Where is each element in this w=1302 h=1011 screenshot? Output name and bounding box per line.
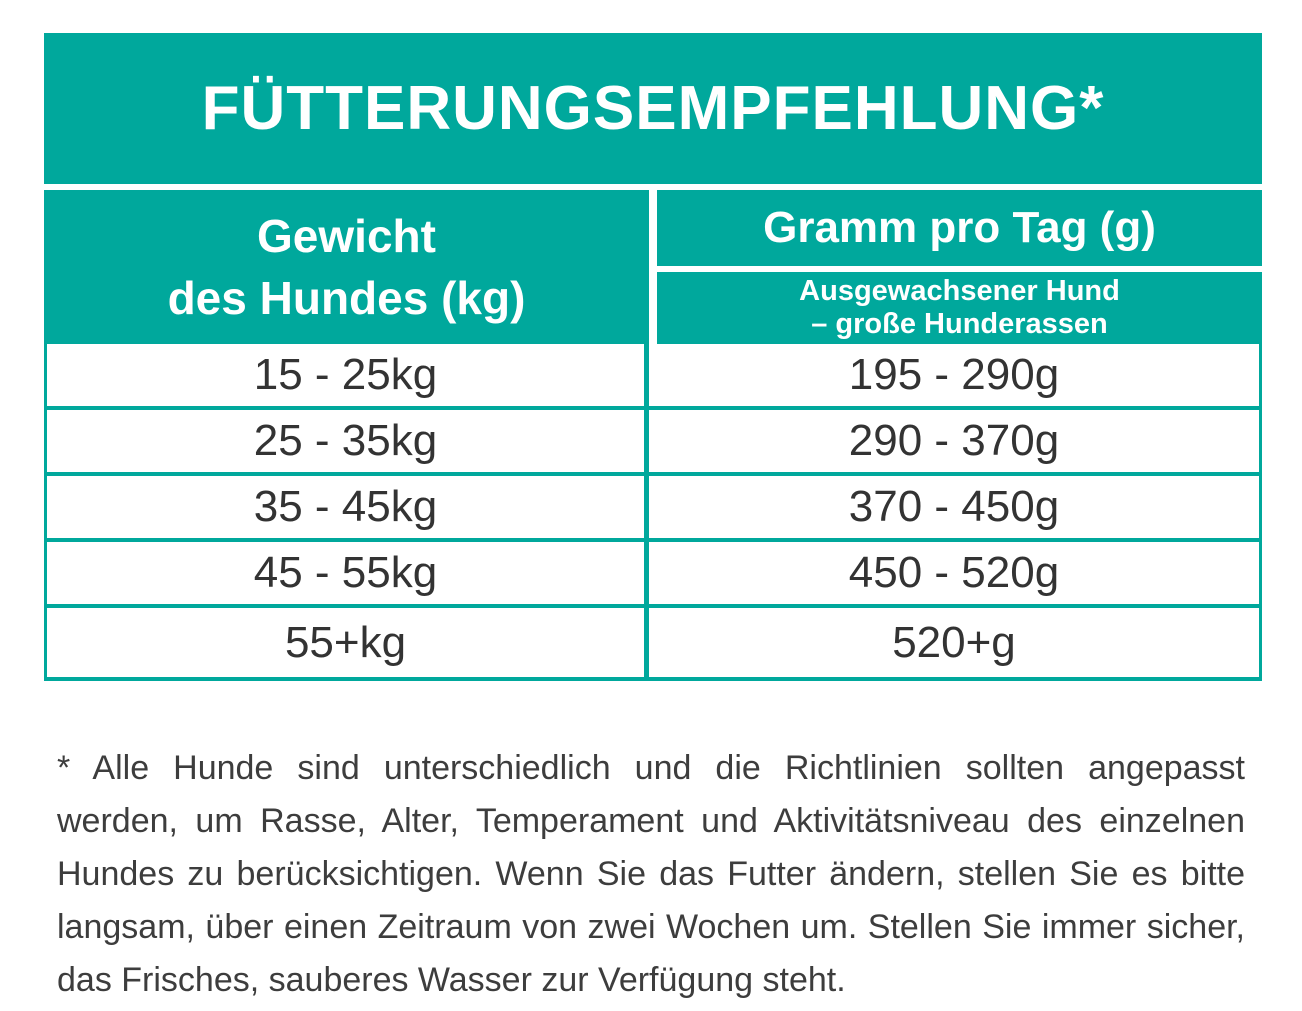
footnote-line: Hundes zu berücksichtigen. Wenn Sie das Futter ändern, stellen Sie es bitte [57,855,1245,893]
feeding-table-body [44,344,1262,681]
table-row [47,608,1259,677]
grams-cell: 195 - 290g [649,344,1259,406]
table-row [47,476,1259,542]
grams-cell: 450 - 520g [649,542,1259,604]
footnote-line: das Frisches, sauberes Wasser zur Verfügung steht. [57,961,846,999]
grams-cell: 290 - 370g [649,410,1259,472]
header-column-gap [649,190,657,344]
table-row [47,410,1259,476]
grams-column-header: Gramm pro Tag (g) [657,190,1262,266]
footnote-line: * Alle Hunde sind unterschiedlich und die Richtlinien sollten angepasst [57,749,1245,787]
weight-cell: 55+kg [47,608,649,677]
grams-cell: 520+g [649,608,1259,677]
grams-column-header-group [657,190,1262,344]
weight-cell: 45 - 55kg [47,542,649,604]
banner-title: FÜTTERUNGSEMPFEHLUNG* [201,74,1105,143]
grams-subheader-line1: Ausgewachsener Hund [799,275,1120,307]
grams-cell: 370 - 450g [649,476,1259,538]
weight-cell: 15 - 25kg [47,344,649,406]
weight-column-header [44,190,649,344]
footnote-line: werden, um Rasse, Alter, Temperament und Aktivitätsniveau des einzelnen [57,802,1245,840]
table-row [47,344,1259,410]
weight-column-header-line1: Gewicht [257,210,436,262]
grams-subheader-line2: – große Hunderassen [811,308,1108,340]
weight-cell: 35 - 45kg [47,476,649,538]
footnote-line: langsam, über einen Zeitraum von zwei Wochen um. Stellen Sie immer sicher, [57,908,1245,946]
feeding-banner [44,33,1262,184]
weight-cell: 25 - 35kg [47,410,649,472]
weight-column-header-line2: des Hundes (kg) [167,272,526,324]
table-row [47,542,1259,608]
grams-column-subheader [657,272,1262,344]
footnote [57,742,1245,1007]
table-header-row [44,190,1262,344]
